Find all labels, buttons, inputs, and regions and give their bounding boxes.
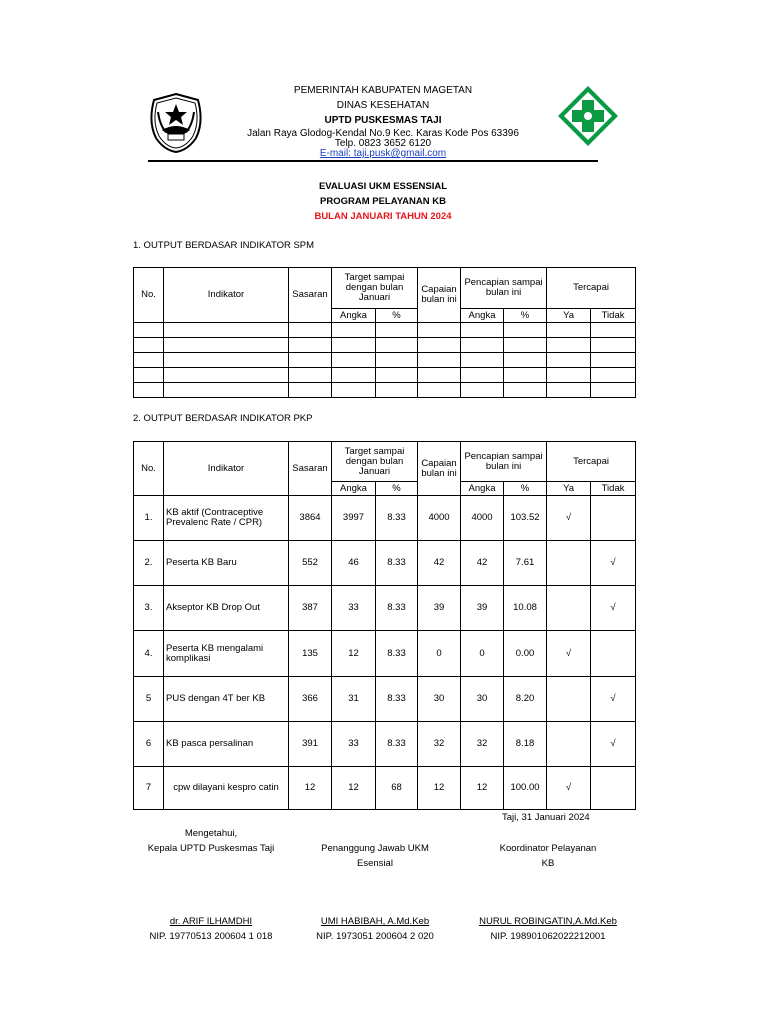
table-cell [591,338,636,353]
cell-capaian: 0 [418,631,461,677]
col-tercapai-header: Tercapai [547,268,636,309]
table-cell [134,383,164,398]
cell-sasaran: 3864 [289,496,332,541]
date-place: Taji, 31 Januari 2024 [502,812,590,823]
cell-no: 7 [134,767,164,810]
table-cell [289,383,332,398]
table-row [134,586,636,631]
table-cell [332,368,376,383]
table-cell [504,368,547,383]
col-pencapian-angka-header: Angka [461,309,504,323]
table-cell [376,383,418,398]
table-cell [376,338,418,353]
cell-pencapian-persen: 0.00 [504,631,547,677]
table-cell [134,353,164,368]
cell-target-angka: 33 [332,722,376,767]
signature-right-block [463,841,633,871]
header-divider [148,160,598,162]
cell-capaian: 30 [418,677,461,722]
cell-tidak: √ [591,586,636,631]
table-cell [547,323,591,338]
cell-target-angka: 33 [332,586,376,631]
gov-name: PEMERINTAH KABUPATEN MAGETAN [293,85,473,96]
cell-indikator: Akseptor KB Drop Out [164,586,289,631]
cell-pencapian-angka: 0 [461,631,504,677]
department-name: DINAS KESEHATAN [336,100,430,111]
table-cell [547,338,591,353]
cell-pencapian-angka: 32 [461,722,504,767]
col-target-angka-header: Angka [332,309,376,323]
cell-capaian: 32 [418,722,461,767]
table-row [134,368,636,383]
phone: Telp. 0823 3652 6120 [334,138,432,149]
cell-indikator: Peserta KB mengalami komplikasi [164,631,289,677]
magetan-emblem-logo [146,92,206,154]
cell-indikator: KB aktif (Contraceptive Prevalenc Rate / CPR) [164,496,289,541]
col-target-persen-header: % [376,309,418,323]
cell-target-angka: 46 [332,541,376,586]
table-cell [418,368,461,383]
cell-sasaran: 387 [289,586,332,631]
signature-middle-line2: Esensial [357,858,393,869]
cell-ya [547,541,591,586]
cell-pencapian-angka: 42 [461,541,504,586]
table-cell [547,353,591,368]
col-pencapian-header: Pencapian sampai bulan ini [461,442,547,482]
table-row [134,353,636,368]
table-cell [418,383,461,398]
col-target-header: Target sampai dengan bulan Januari [332,268,418,309]
col-sasaran-header: Sasaran [289,268,332,323]
signature-left-nip: NIP. 19770513 200604 1 018 [149,931,273,942]
table-cell [164,383,289,398]
signature-middle-block [290,841,460,871]
table-cell [376,323,418,338]
table-row [134,722,636,767]
cell-ya [547,677,591,722]
table-cell [547,383,591,398]
table-cell [504,323,547,338]
table-cell [591,383,636,398]
table-cell [418,323,461,338]
col-indikator-header: Indikator [164,268,289,323]
cell-pencapian-persen: 100.00 [504,767,547,810]
cell-tidak [591,631,636,677]
cell-tidak [591,496,636,541]
table-cell [504,353,547,368]
table-row [134,767,636,810]
email-link[interactable]: E-mail: taji.pusk@gmail.com [319,148,447,159]
cell-ya [547,722,591,767]
col-no-header: No. [134,442,164,496]
signature-left-line2: Kepala UPTD Puskesmas Taji [147,843,275,854]
cell-pencapian-persen: 10.08 [504,586,547,631]
cell-no: 6 [134,722,164,767]
address: Jalan Raya Glodog-Kendal No.9 Kec. Karas Kode Pos 63396 [247,128,519,139]
signature-right-line1: Koordinator Pelayanan [499,843,597,854]
cell-pencapian-angka: 4000 [461,496,504,541]
col-tidak-header: Tidak [591,482,636,496]
cell-pencapian-angka: 39 [461,586,504,631]
cell-indikator: Peserta KB Baru [164,541,289,586]
cell-capaian: 12 [418,767,461,810]
spm-table [133,267,636,398]
signature-middle-names [290,914,460,944]
signature-right-name: NURUL ROBINGATIN,A.Md.Keb [479,916,617,927]
cell-pencapian-persen: 7.61 [504,541,547,586]
signature-right-line2: KB [541,858,555,869]
col-ya-header: Ya [547,309,591,323]
cell-sasaran: 366 [289,677,332,722]
col-ya-header: Ya [547,482,591,496]
signature-middle-line1: Penanggung Jawab UKM [321,843,429,854]
cell-target-persen: 8.33 [376,496,418,541]
table-cell [164,368,289,383]
table-cell [461,323,504,338]
section1-heading: 1. OUTPUT BERDASAR INDIKATOR SPM [133,240,315,251]
table-row [134,496,636,541]
doc-period: BULAN JANUARI TAHUN 2024 [314,211,452,222]
col-target-angka-header: Angka [332,482,376,496]
signature-left-block [126,826,296,856]
signature-right-names [463,914,633,944]
cell-target-angka: 3997 [332,496,376,541]
signature-left-name: dr. ARIF ILHAMDHI [169,916,253,927]
table-cell [332,383,376,398]
table-cell [504,383,547,398]
col-pencapian-persen-header: % [504,309,547,323]
cell-sasaran: 552 [289,541,332,586]
cell-sasaran: 135 [289,631,332,677]
signature-left-line1: Mengetahui, [184,828,238,839]
cell-target-angka: 12 [332,767,376,810]
col-capaian-header: Capaian bulan ini [418,268,461,323]
cell-target-persen: 8.33 [376,631,418,677]
table-cell [134,368,164,383]
col-no-header: No. [134,268,164,323]
cell-pencapian-angka: 12 [461,767,504,810]
cell-tidak: √ [591,541,636,586]
table-cell [418,338,461,353]
table-row [134,677,636,722]
table-cell [461,368,504,383]
table-cell [376,353,418,368]
signature-middle-name: UMI HABIBAH, A.Md.Keb [320,916,430,927]
table-cell [289,338,332,353]
col-pencapian-angka-header: Angka [461,482,504,496]
cell-tidak: √ [591,722,636,767]
table-cell [591,353,636,368]
cell-pencapian-persen: 8.20 [504,677,547,722]
col-target-header: Target sampai dengan bulan Januari [332,442,418,482]
col-tercapai-header: Tercapai [547,442,636,482]
cell-no: 2. [134,541,164,586]
cell-no: 5 [134,677,164,722]
cell-pencapian-persen: 8.18 [504,722,547,767]
cell-ya: √ [547,496,591,541]
cell-indikator: cpw dilayani kespro catin [164,767,289,810]
signature-middle-nip: NIP. 1973051 200604 2 020 [316,931,434,942]
col-capaian-header: Capaian bulan ini [418,442,461,496]
puskesmas-name: UPTD PUSKESMAS TAJI [324,115,442,126]
puskesmas-logo [556,84,620,148]
table-cell [547,368,591,383]
cell-ya: √ [547,631,591,677]
table-row [134,631,636,677]
col-tidak-header: Tidak [591,309,636,323]
col-sasaran-header: Sasaran [289,442,332,496]
table-cell [332,323,376,338]
cell-tidak: √ [591,677,636,722]
table-cell [332,338,376,353]
cell-pencapian-angka: 30 [461,677,504,722]
cell-target-persen: 8.33 [376,541,418,586]
table-row [134,338,636,353]
table-cell [376,368,418,383]
table-row [134,541,636,586]
doc-subtitle: PROGRAM PELAYANAN KB [320,196,446,207]
table-cell [332,353,376,368]
table-cell [134,323,164,338]
signature-right-nip: NIP. 198901062022212001 [490,931,606,942]
col-pencapian-header: Pencapian sampai bulan ini [461,268,547,309]
table-cell [289,323,332,338]
cell-sasaran: 391 [289,722,332,767]
table-cell [591,323,636,338]
cell-target-persen: 8.33 [376,586,418,631]
table-cell [289,353,332,368]
cell-ya [547,586,591,631]
cell-ya: √ [547,767,591,810]
table-cell [418,353,461,368]
cell-target-persen: 8.33 [376,722,418,767]
col-target-persen-header: % [376,482,418,496]
cell-no: 3. [134,586,164,631]
cell-pencapian-persen: 103.52 [504,496,547,541]
doc-title: EVALUASI UKM ESSENSIAL [318,181,448,192]
table-cell [164,323,289,338]
table-cell [461,338,504,353]
table-cell [164,353,289,368]
table-row [134,323,636,338]
table-cell [504,338,547,353]
table-cell [289,368,332,383]
signature-left-names [126,914,296,944]
col-pencapian-persen-header: % [504,482,547,496]
cell-indikator: PUS dengan 4T ber KB [164,677,289,722]
cell-no: 4. [134,631,164,677]
pkp-table [133,441,636,810]
cell-tidak [591,767,636,810]
table-cell [461,353,504,368]
table-cell [591,368,636,383]
cell-indikator: KB pasca persalinan [164,722,289,767]
cell-target-angka: 12 [332,631,376,677]
cell-no: 1. [134,496,164,541]
cell-target-persen: 8.33 [376,677,418,722]
table-cell [164,338,289,353]
table-cell [461,383,504,398]
cell-capaian: 39 [418,586,461,631]
cell-sasaran: 12 [289,767,332,810]
section2-heading: 2. OUTPUT BERDASAR INDIKATOR PKP [133,413,313,424]
cell-target-angka: 31 [332,677,376,722]
cell-capaian: 4000 [418,496,461,541]
table-row [134,383,636,398]
table-cell [134,338,164,353]
cell-target-persen: 68 [376,767,418,810]
cell-capaian: 42 [418,541,461,586]
col-indikator-header: Indikator [164,442,289,496]
